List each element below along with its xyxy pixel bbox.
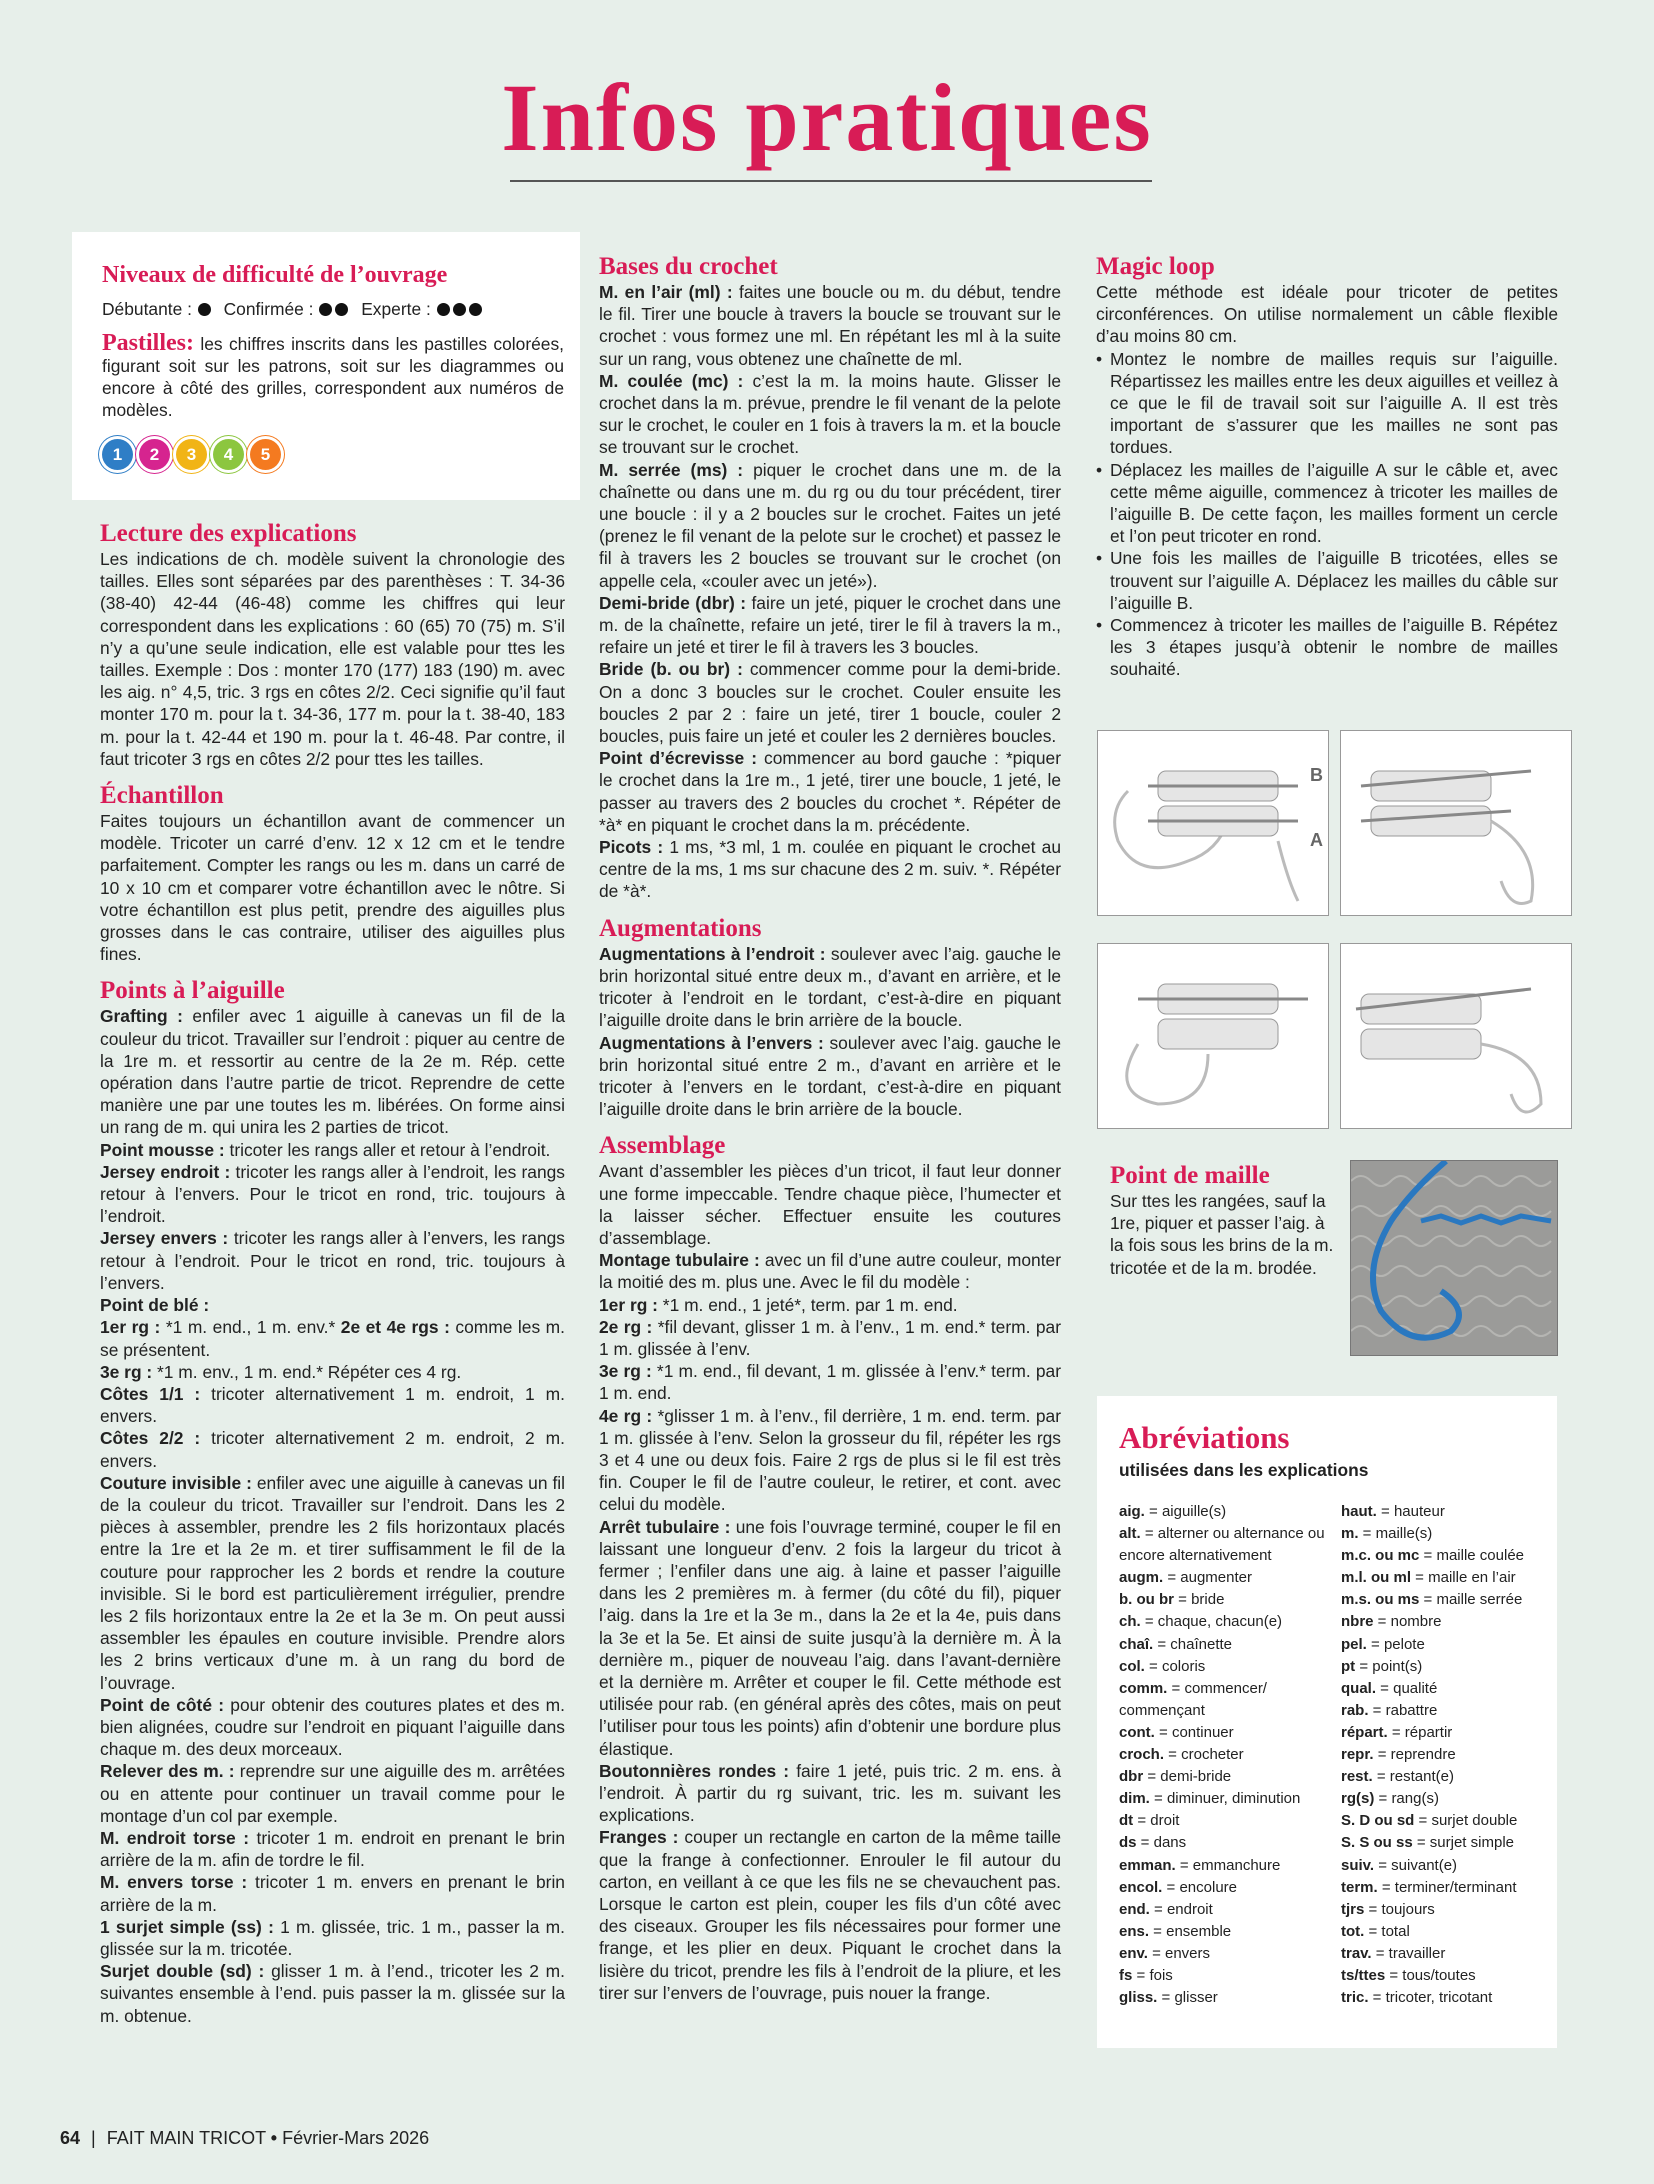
aug-envers-entry [599, 1032, 1061, 1121]
abbreviation-key: S. D ou sd [1341, 1812, 1415, 1830]
surjet-simple-label: 1 surjet simple (ss) : [100, 1916, 274, 1937]
pastille-1: 1 [102, 439, 133, 470]
abbreviation-value: = aiguille(s) [1144, 1503, 1227, 1520]
title-divider [510, 180, 1152, 182]
ble-row3-label: 3e rg : [100, 1361, 153, 1382]
ml-entry [599, 281, 1061, 370]
abbreviation-value: = tous/toutes [1385, 1966, 1476, 1984]
couture-label: Couture invisible : [100, 1472, 252, 1493]
abbreviation-key: pt [1341, 1657, 1356, 1675]
mt-row3-entry [599, 1360, 1061, 1404]
abbreviation-entry [1119, 1877, 1337, 1899]
picots-entry [599, 836, 1061, 903]
column-left [100, 520, 565, 2027]
ble-row24-text: comme les m. se présentent. [100, 1317, 565, 1360]
magic-loop-illustration-1 [1097, 730, 1329, 916]
arret-label: Arrêt tubulaire : [599, 1516, 731, 1537]
mousse-entry [100, 1139, 565, 1161]
abbreviations-right-column [1341, 1501, 1561, 2009]
abbreviation-entry [1341, 1832, 1561, 1854]
abbreviation-key: encol. [1119, 1878, 1163, 1896]
br-label: Bride (b. ou br) : [599, 659, 743, 680]
abbreviation-value: = maille serrée [1419, 1591, 1523, 1609]
jersey-endroit-entry [100, 1161, 565, 1228]
abbreviation-key: dbr [1119, 1768, 1144, 1786]
pastille-2: 2 [139, 439, 170, 470]
abbreviation-entry [1341, 1523, 1561, 1545]
jersey-endroit-text: tricoter les rangs aller à l’endroit, les rangs retour à l’envers. Pour le tricot en rond, tric. toujours à l’endroit. [100, 1161, 565, 1227]
abbreviation-key: trav. [1341, 1944, 1372, 1962]
abbreviation-value: = surjet double [1414, 1812, 1518, 1830]
lecture-title: Lecture des explications [100, 520, 357, 547]
points-title: Points à l’aiguille [100, 977, 285, 1005]
m-envers-torse-text: tricoter 1 m. envers en prenant le brin arrière de la m. [100, 1872, 565, 1915]
mc-entry [599, 370, 1061, 459]
dbr-label: Demi-bride (dbr) : [599, 592, 747, 613]
column-middle [599, 253, 1061, 2004]
montage-entry [599, 1249, 1061, 1293]
augmentations-title: Augmentations [599, 914, 762, 942]
abbreviation-entry [1341, 1656, 1561, 1678]
abbreviation-value: = chaînette [1153, 1635, 1232, 1653]
abbreviation-entry [1341, 1744, 1561, 1766]
abbreviation-entry [1119, 1965, 1337, 1987]
relever-label: Relever des m. : [100, 1761, 235, 1782]
mt-row1-label: 1er rg : [599, 1294, 658, 1315]
abbreviation-key: ts/ttes [1341, 1966, 1386, 1984]
abbreviation-entry [1341, 1899, 1561, 1921]
abbreviation-value: = glisser [1157, 1989, 1218, 2007]
abbreviation-entry [1341, 1788, 1561, 1810]
abbreviation-entry [1119, 1501, 1337, 1523]
abbreviation-value: = coloris [1144, 1657, 1206, 1675]
abbreviation-entry [1119, 1611, 1337, 1633]
abbreviation-key: S. S ou ss [1341, 1834, 1413, 1852]
magic-loop-step: • Montez le nombre de mailles requis sur l’aiguille. Répartissez les mailles entre les deux aiguilles et veillez à ce que le fil de travail soit sur l’aiguille A. Il est très important de s’assurer que les mailles ne sont pas tordues. [1096, 348, 1558, 459]
abbreviation-entry [1119, 1788, 1337, 1810]
abbreviation-value: = répartir [1387, 1723, 1453, 1741]
abbreviation-value: = envers [1147, 1944, 1211, 1962]
abbreviation-key: tric. [1341, 1989, 1369, 2007]
aug-endroit-label: Augmentations à l’endroit : [599, 943, 826, 964]
abbreviation-value: = total [1364, 1922, 1410, 1940]
level-dot-icon [437, 303, 450, 316]
abbreviation-value: = pelote [1366, 1635, 1425, 1653]
abbreviations-title: Abréviations [1119, 1420, 1290, 1455]
magazine-name: FAIT MAIN TRICOT [106, 2128, 266, 2148]
mt-row4-entry [599, 1405, 1061, 1516]
abbreviation-entry [1119, 1656, 1337, 1678]
aug-endroit-entry [599, 943, 1061, 1032]
abbreviation-value: = maille(s) [1358, 1525, 1433, 1543]
abbreviation-key: alt. [1119, 1525, 1141, 1543]
magic-loop-illustration-2 [1340, 730, 1572, 916]
abbreviation-entry [1341, 1589, 1561, 1611]
ml-text: faites une boucle ou m. du début, tendre le fil. Tirer une boucle à travers la boucle se trouvant sur le crochet : vous formez une ml. En répétant les ml à la suite sur un rang, vous obtenez une chaînette de ml. [599, 282, 1062, 369]
abbreviation-entry [1341, 1634, 1561, 1656]
cote-text: pour obtenir des coutures plates et des m. bien alignées, coudre sur l’endroit en piquant l’aiguille dans chaque m. des deux morceaux. [100, 1694, 565, 1760]
abbreviation-key: gliss. [1119, 1989, 1158, 2007]
surjet-double-entry [100, 1960, 565, 2027]
abbreviation-value: = dans [1136, 1834, 1187, 1852]
abbreviation-value: = commencer/ commençant [1119, 1679, 1267, 1719]
abbreviation-value: = emmanchure [1175, 1856, 1281, 1874]
abbreviation-key: haut. [1341, 1503, 1377, 1520]
abbreviation-entry [1119, 1766, 1337, 1788]
issue-date: Février-Mars 2026 [282, 2128, 430, 2148]
abbreviation-entry [1119, 1567, 1337, 1589]
boutonnieres-entry [599, 1760, 1061, 1827]
abbreviation-key: m.s. ou ms [1341, 1591, 1420, 1609]
abbreviation-entry [1341, 1722, 1561, 1744]
aug-envers-text: soulever avec l’aig. gauche le brin horizontal situé entre 2 m., d’avant en arrière et le tricoter à l’envers en le tordant, c’est-à-dire en piquant l’aiguille droite dans le brin arrière de la boucle. [599, 1032, 1061, 1120]
assemblage-text: Avant d’assembler les pièces d’un tricot, il faut leur donner une forme impeccable. Tendre chaque pièce, l’humecter et la laisser sécher. Effectuer ensuite les coutures d’assemblage. [599, 1161, 1061, 1248]
pastille-3: 3 [176, 439, 207, 470]
abbreviation-entry [1341, 1501, 1561, 1523]
abbreviations-card [1097, 1396, 1557, 2048]
ble-row3-entry [100, 1361, 565, 1383]
ecrevisse-text: commencer au bord gauche : *piquer le crochet dans la 1re m., 1 jeté, tirer une boucle, 1 jeté, le passer au travers des 2 boucles du crochet *. Répéter de *à* en piquant le crochet dans la m. précédente. [599, 748, 1061, 835]
abbreviation-value: = tricoter, tricotant [1368, 1989, 1493, 2007]
abbreviation-key: nbre [1341, 1613, 1374, 1631]
abbreviation-key: col. [1119, 1657, 1145, 1675]
abbreviation-key: cont. [1119, 1723, 1155, 1741]
mousse-text: tricoter les rangs aller et retour à l’endroit. [224, 1139, 551, 1160]
mt-row2-label: 2e rg : [599, 1316, 653, 1337]
abbreviation-key: comm. [1119, 1679, 1168, 1697]
arret-text: une fois l’ouvrage terminé, couper le fil en laissant une longueur d’env. 2 fois la largeur du tricot à fermer ; l’enfiler dans une aig. à laine et passer l’aiguille dans les 2 premières m. à fermer (du côté du fil), piquer l’aig. dans la 1re et la 3e m., dans la 2e et la 4e, puis dans la 3e et la 5e. Et ainsi de suite jusqu’à la dernière m. À la dernière m., piquer de nouveau l’aig. dans l’avant-dernière et la dernière m. Arrêter et couper le fil. Cette méthode est utilisée pour rab. (en général après des côtes, mais on peut l’utiliser pour tous les points) afin d’obtenir une bordure plus élastique. [599, 1516, 1061, 1759]
cotes11-entry [100, 1383, 565, 1427]
abbreviation-entry [1341, 1678, 1561, 1700]
mc-label: M. coulée (mc) : [599, 370, 744, 391]
abbreviation-key: ds [1119, 1834, 1137, 1852]
cotes22-label: Côtes 2/2 : [100, 1428, 201, 1449]
point-de-ble-label: Point de blé : [100, 1295, 210, 1316]
pastille-5: 5 [250, 439, 281, 470]
abbreviation-value: = travailler [1371, 1944, 1446, 1962]
mt-row4-label: 4e rg : [599, 1405, 653, 1426]
abbreviation-key: pel. [1341, 1635, 1367, 1653]
abbreviation-key: m.l. ou ml [1341, 1569, 1412, 1587]
ms-text: piquer le crochet dans une m. de la chaînette ou dans une m. du rg ou du tour précédent, tirer une boucle : il y a 2 boucles sur le crochet. Faites un jeté (prenez le fil venant de la pelote sur le crochet) et passez le fil à travers les 2 boucles se trouvant sur le crochet (on appelle cela, «couler avec un jeté»). [599, 459, 1062, 591]
abbreviation-entry [1341, 1810, 1561, 1832]
ms-entry [599, 459, 1061, 592]
abbreviation-value: = bride [1174, 1591, 1225, 1609]
cote-entry [100, 1694, 565, 1761]
ble-row1-label: 1er rg : [100, 1317, 161, 1338]
m-envers-torse-entry [100, 1871, 565, 1915]
abbreviation-key: repr. [1341, 1746, 1374, 1764]
m-endroit-torse-label: M. endroit torse : [100, 1827, 250, 1848]
aug-endroit-text: soulever avec l’aig. gauche le brin horizontal situé entre deux m., d’avant en arrière, et le tricoter à l’endroit en le tordant, c’est-à-dire en piquant l’aiguille droite dans le brin arrière de la boucle. [599, 943, 1061, 1031]
grafting-label: Grafting : [100, 1006, 183, 1027]
arret-entry [599, 1516, 1061, 1760]
couture-entry [100, 1472, 565, 1694]
relever-entry [100, 1760, 565, 1827]
level-experte-label: Experte : [361, 299, 431, 319]
abbreviation-key: m.c. ou mc [1341, 1547, 1420, 1565]
magic-loop-illustration-4 [1340, 943, 1572, 1129]
abbreviation-value: = nombre [1373, 1613, 1442, 1631]
level-dot-icon [335, 303, 348, 316]
cotes11-text: tricoter alternativement 1 m. endroit, 1 m. envers. [100, 1383, 565, 1427]
abbreviations-subtitle: utilisées dans les explications [1119, 1460, 1369, 1480]
cotes22-entry [100, 1427, 565, 1471]
br-text: commencer comme pour la demi-bride. On a donc 3 boucles sur le crochet. Couler ensuite les boucles 2 par 2 : faire un jeté, tirer 1 boucle, couler 2 boucles, puis faire un jeté et couler les 2 dernières boucles. [599, 659, 1061, 747]
jersey-endroit-label: Jersey endroit : [100, 1161, 231, 1182]
mt-row1-entry [599, 1294, 1061, 1316]
abbreviation-entry [1341, 1855, 1561, 1877]
abbreviation-key: tot. [1341, 1922, 1365, 1940]
abbreviation-entry [1119, 1634, 1337, 1656]
difficulty-card [72, 232, 580, 500]
pastilles-row [102, 439, 564, 470]
abbreviation-key: rest. [1341, 1768, 1373, 1786]
abbreviation-value: = terminer/terminant [1377, 1878, 1517, 1896]
mt-row2-text: *fil devant, glisser 1 m. à l’env., 1 m. end.* term. par 1 m. glissée à l’env. [599, 1316, 1061, 1359]
abbreviation-value: = restant(e) [1372, 1768, 1454, 1786]
abbreviation-key: qual. [1341, 1679, 1377, 1697]
level-dot-icon [453, 303, 466, 316]
abbreviation-key: dim. [1119, 1790, 1150, 1808]
abbreviation-value: = droit [1133, 1812, 1180, 1830]
abbreviation-entry [1341, 1943, 1561, 1965]
abbreviations-list [1119, 1501, 1541, 2009]
level-dot-icon [198, 303, 211, 316]
abbreviation-entry [1119, 1899, 1337, 1921]
point-de-maille-photo [1350, 1160, 1558, 1356]
abbreviation-value: = rabattre [1368, 1701, 1438, 1719]
abbreviation-entry [1341, 1545, 1561, 1567]
m-endroit-torse-entry [100, 1827, 565, 1871]
abbreviation-entry [1119, 1921, 1337, 1943]
franges-text: couper un rectangle en carton de la même taille que la frange à confectionner. Enrouler le fil autour du carton, en veillant à ce que les fils ne se chevauchent pas. Lorsque le carton est plein, couper les fils d’un côté avec des ciseaux. Grouper les fils nécessaires pour former une frange, et les plier en deux. Piquant le crochet dans la lisière du tricot, prendre les fils à l’endroit de la pliure, et les tirer sur l’envers de l’ouvrage, puis nouer la frange. [599, 1827, 1061, 2003]
abbreviation-value: = alterner ou alternance ou encore alternativement [1119, 1525, 1325, 1565]
abbreviation-key: rg(s) [1341, 1790, 1375, 1808]
abbreviation-value: = augmenter [1163, 1569, 1252, 1587]
abbreviation-entry [1341, 1567, 1561, 1589]
montage-text: avec un fil d’une autre couleur, monter la moitié des m. plus une. Avec le fil du modèle : [599, 1250, 1061, 1293]
br-entry [599, 658, 1061, 747]
abbreviation-entry [1119, 1943, 1337, 1965]
abbreviation-entry [1341, 1877, 1561, 1899]
abbreviation-value: = reprendre [1373, 1746, 1456, 1764]
point-de-maille-block [1110, 1162, 1337, 1279]
abbreviation-value: = toujours [1364, 1900, 1435, 1918]
abbreviation-key: term. [1341, 1878, 1378, 1896]
difficulty-title: Niveaux de difficulté de l’ouvrage [102, 262, 448, 288]
abbreviation-key: répart. [1341, 1723, 1388, 1741]
jersey-envers-text: tricoter les rangs aller à l’envers, les rangs retour à l’endroit. Pour le tricot en rond, tric. toujours à l’envers. [100, 1228, 565, 1293]
lecture-text: Les indications de ch. modèle suivent la chronologie des tailles. Elles sont séparées par des parenthèses : T. 34-36 (38-40) 42-44 (46-48) comme les chiffres qui leur correspondent dans les explications : 60 (65) 70 (75) m. S’il n’y a qu’une seule indication, elle est valable pour ttes les tailles. Exemple : Dos : monter 170 (177) 183 (190) m. avec les aig. n° 4,5, tric. 3 rgs en côtes 2/2. Ceci signifie qu’il faut monter 170 m. pour la t. 34-36, 177 m. pour la t. 38-40, 183 m. pour la t. 42-44 et 190 m. pour la t. 46-48. Par contre, il faut tricoter 3 rgs en côtes 2/2 pour ttes les tailles. [100, 549, 565, 769]
abbreviation-entry [1341, 1921, 1561, 1943]
couture-text: enfiler avec une aiguille à canevas un fil de la couleur du tricot. Travailler sur l’endroit. Dans les 2 pièces à assembler, prendre les 2 fils horizontaux placés entre la 1re et la 2e m. et tirer suffisamment le fil de la couture pour rapprocher les 2 bords et rendre la couture invisible. Si le bord est particulièrement irrégulier, prendre les 2 fils horizontaux entre la 2e et la 3e m. On peut aussi assembler les épaules en couture invisible. Prendre alors les 2 brins verticaux d’une m. à un rang du bord de l’ouvrage. [100, 1472, 566, 1693]
magic-loop-step: • Commencez à tricoter les mailles de l’aiguille B. Répétez les 3 étapes jusqu’à obtenir le nombre de mailles souhaité. [1096, 614, 1558, 681]
cotes11-label: Côtes 1/1 : [100, 1383, 201, 1404]
abbreviation-entry [1119, 1832, 1337, 1854]
assemblage-title: Assemblage [599, 1132, 726, 1160]
abbreviation-key: ens. [1119, 1922, 1150, 1940]
abbreviation-key: suiv. [1341, 1856, 1375, 1874]
magic-loop-intro: Cette méthode est idéale pour tricoter de petites circonférences. On utilise normalement un câble flexible d’au moins 80 cm. [1096, 282, 1558, 347]
page-footer [60, 2128, 429, 2149]
footer-bullet: • [270, 2128, 278, 2148]
aug-envers-label: Augmentations à l’envers : [599, 1032, 824, 1053]
magic-loop-steps [1096, 348, 1558, 681]
abbreviation-key: rab. [1341, 1701, 1369, 1719]
mt-row2-entry [599, 1316, 1061, 1360]
abbreviation-value: = chaque, chacun(e) [1140, 1613, 1283, 1631]
grafting-text: enfiler avec 1 aiguille à canevas un fil de la couleur du tricot. Travailler sur l’endroit : piquer au centre de la 1re m. et ressortir au centre de la 2e m. Rép. cette opération dans l’autre partie de tricot. Reprendre de cette manière une par une toutes les m. libérées. On forme ainsi un rang de m. qui unira les 2 parties de tricot. [100, 1006, 565, 1138]
abbreviation-value: = qualité [1376, 1679, 1438, 1697]
abbreviation-entry [1119, 1987, 1337, 2009]
ble-row3-text: *1 m. env., 1 m. end.* Répéter ces 4 rg. [152, 1361, 462, 1382]
abbreviation-value: = endroit [1149, 1900, 1213, 1918]
abbreviation-value: = crocheter [1164, 1746, 1244, 1764]
mt-row4-text: *glisser 1 m. à l’env., fil derrière, 1 m. end. term. par 1 m. glissée à l’env. Selon la grosseur du fil, répéter les rgs 3 et 4 une ou deux fois. Faire 2 rgs de plus si le fil est très fin. Couper le fil de l’autre couleur, le retirer, et cont. avec celui du modèle. [599, 1405, 1061, 1515]
franges-entry [599, 1826, 1061, 2004]
ecrevisse-label: Point d’écrevisse : [599, 748, 758, 769]
point-de-ble-heading [100, 1294, 565, 1316]
abbreviation-entry [1119, 1810, 1337, 1832]
franges-label: Franges : [599, 1827, 679, 1848]
mousse-label: Point mousse : [100, 1139, 225, 1160]
abbreviation-value: = hauteur [1376, 1503, 1445, 1520]
mt-row3-label: 3e rg : [599, 1361, 652, 1382]
crochet-title: Bases du crochet [599, 253, 778, 280]
abbreviation-key: fs [1119, 1966, 1133, 1984]
magic-loop-illustration-3 [1097, 943, 1329, 1129]
jersey-envers-entry [100, 1227, 565, 1294]
abbreviation-entry [1119, 1523, 1337, 1567]
abbreviation-value: = fois [1132, 1966, 1173, 1984]
point-de-maille-text: Sur ttes les rangées, sauf la 1re, piquer et passer l’aig. à la fois sous les brins de la m. tricotée et de la m. brodée. [1110, 1191, 1334, 1278]
picots-text: 1 ms, *3 ml, 1 m. coulée en piquant le crochet au centre de la ms, 1 ms sur chacune des 2 m. suiv. *. Répéter de *à*. [599, 837, 1061, 902]
abbreviation-value: = maille coulée [1419, 1547, 1525, 1565]
abbreviation-key: ch. [1119, 1613, 1141, 1631]
abbreviation-entry [1119, 1744, 1337, 1766]
echantillon-text: Faites toujours un échantillon avant de commencer un modèle. Tricoter un carré d’env. 12 x 12 cm et le tendre parfaitement. Compter les rangs ou les m. dans un carré de 10 x 10 cm et comparer votre échantillon avec le nôtre. Si votre échantillon est plus petit, prendre des aiguilles plus grosses dans le cas contraire, utiliser des aiguilles plus fines. [100, 811, 565, 965]
boutonnieres-text: faire 1 jeté, puis tric. 2 m. ens. à l’endroit. À partir du rg suivant, tric. les m. suivant les explications. [599, 1760, 1061, 1826]
level-confirmee-label: Confirmée : [223, 299, 314, 319]
abbreviation-value: = rang(s) [1374, 1790, 1439, 1808]
montage-label: Montage tubulaire : [599, 1250, 760, 1271]
pastilles-title: Pastilles: [102, 330, 194, 356]
picots-label: Picots : [599, 837, 664, 858]
abbreviation-entry [1341, 1965, 1561, 1987]
abbreviation-entry [1119, 1722, 1337, 1744]
abbreviation-entry [1341, 1766, 1561, 1788]
abbreviation-value: = diminuer, diminution [1149, 1790, 1301, 1808]
abbreviation-key: env. [1119, 1944, 1148, 1962]
abbreviation-key: m. [1341, 1525, 1359, 1543]
abbreviation-key: augm. [1119, 1569, 1164, 1587]
abbreviation-entry [1341, 1987, 1561, 2009]
abbreviation-key: emman. [1119, 1856, 1176, 1874]
mc-text: c’est la m. la moins haute. Glisser le crochet dans la m. prévue, prendre le fil venant de la pelote sur le crochet, le couler en 1 fois à travers la m. et la boucle se trouvant sur le crochet. [599, 370, 1061, 458]
abbreviation-value: = surjet simple [1412, 1834, 1514, 1852]
grafting-entry [100, 1005, 565, 1138]
abbreviation-value: = demi-bride [1143, 1768, 1232, 1786]
abbreviation-value: = encolure [1162, 1878, 1237, 1896]
mt-row3-text: *1 m. end., fil devant, 1 m. glissée à l’env.* term. par 1 m. end. [599, 1361, 1061, 1404]
point-de-maille-title: Point de maille [1110, 1162, 1270, 1189]
abbreviation-key: tjrs [1341, 1900, 1365, 1918]
surjet-double-text: glisser 1 m. à l’end., tricoter les 2 m. suivantes ensemble à l’end. puis passer la m. glissée sur la m. obtenue. [100, 1961, 565, 2026]
ms-label: M. serrée (ms) : [599, 459, 744, 480]
magic-loop-step: • Déplacez les mailles de l’aiguille A sur le câble et, avec cette même aiguille, commencez à tricoter les mailles de l’aiguille B. De cette façon, les mailles forment un cercle et l’on peut tricoter en rond. [1096, 459, 1558, 548]
magic-loop-title: Magic loop [1096, 253, 1215, 280]
abbreviations-left-column [1119, 1501, 1337, 2009]
m-envers-torse-label: M. envers torse : [100, 1872, 248, 1893]
surjet-double-label: Surjet double (sd) : [100, 1961, 265, 1982]
abbreviation-key: end. [1119, 1900, 1150, 1918]
needle-b-label: B [1310, 765, 1323, 785]
mt-row1-text: *1 m. end., 1 jeté*, term. par 1 m. end. [657, 1294, 958, 1315]
magic-loop-step: • Une fois les mailles de l’aiguille B tricotées, elles se trouvent sur l’aiguille A. Déplacez les mailles du câble sur l’aiguille B. [1096, 547, 1558, 614]
abbreviation-value: = point(s) [1355, 1657, 1423, 1675]
page-title: Infos pratiques [501, 64, 1153, 171]
abbreviation-value: = suivant(e) [1374, 1856, 1458, 1874]
pastilles-text: les chiffres inscrits dans les pastilles colorées, figurant soit sur les patrons, soit sur les diagrammes ou encore à côté des grilles, correspondent aux numéros de modèles. [102, 334, 564, 420]
ble-row1-entry [100, 1316, 565, 1360]
ble-row1-text: *1 m. end., 1 m. env.* [160, 1317, 336, 1338]
relever-text: reprendre sur une aiguille des m. arrêtées ou en attente pour continuer un travail comme pour le montage d’un col par exemple. [100, 1761, 565, 1826]
surjet-simple-text: 1 m. glissée, tric. 1 m., passer la m. glissée sur la m. tricotée. [100, 1916, 565, 1959]
pastille-4: 4 [213, 439, 244, 470]
abbreviation-entry [1119, 1589, 1337, 1611]
abbreviation-value: = ensemble [1149, 1922, 1232, 1940]
dbr-entry [599, 592, 1061, 659]
abbreviation-entry [1341, 1700, 1561, 1722]
abbreviation-value: = continuer [1154, 1723, 1234, 1741]
level-dot-icon [319, 303, 332, 316]
needle-a-label: A [1310, 830, 1323, 850]
level-debutante-label: Débutante : [102, 299, 192, 319]
abbreviation-value: = maille en l’air [1411, 1569, 1516, 1587]
abbreviation-key: croch. [1119, 1746, 1165, 1764]
abbreviation-entry [1341, 1611, 1561, 1633]
ml-label: M. en l’air (ml) : [599, 282, 733, 302]
abbreviation-key: chaî. [1119, 1635, 1154, 1653]
dbr-text: faire un jeté, piquer le crochet dans une m. de la chaînette, refaire un jeté, tirer le fil à travers la m., refaire un jeté et tirer le fil à travers les 3 boucles. [599, 592, 1061, 658]
echantillon-title: Échantillon [100, 782, 224, 810]
abbreviation-key: dt [1119, 1812, 1134, 1830]
level-dot-icon [469, 303, 482, 316]
pastilles-description [102, 332, 564, 421]
abbreviation-entry [1119, 1678, 1337, 1722]
m-endroit-torse-text: tricoter 1 m. endroit en prenant le brin arrière de la m. afin de tordre le fil. [100, 1827, 566, 1871]
surjet-simple-entry [100, 1916, 565, 1960]
abbreviation-key: aig. [1119, 1503, 1145, 1520]
cote-label: Point de côté : [100, 1694, 225, 1715]
difficulty-levels [102, 299, 564, 320]
column-right [1096, 253, 1558, 681]
ble-row24-label: 2e et 4e rgs : [335, 1317, 450, 1338]
jersey-envers-label: Jersey envers : [100, 1228, 229, 1249]
footer-separator: | [91, 2128, 96, 2148]
cotes22-text: tricoter alternativement 2 m. endroit, 2 m. envers. [100, 1428, 565, 1471]
abbreviation-key: b. ou br [1119, 1591, 1174, 1609]
abbreviation-entry [1119, 1855, 1337, 1877]
ecrevisse-entry [599, 747, 1061, 836]
page-number: 64 [60, 2128, 81, 2148]
boutonnieres-label: Boutonnières rondes : [599, 1760, 790, 1781]
